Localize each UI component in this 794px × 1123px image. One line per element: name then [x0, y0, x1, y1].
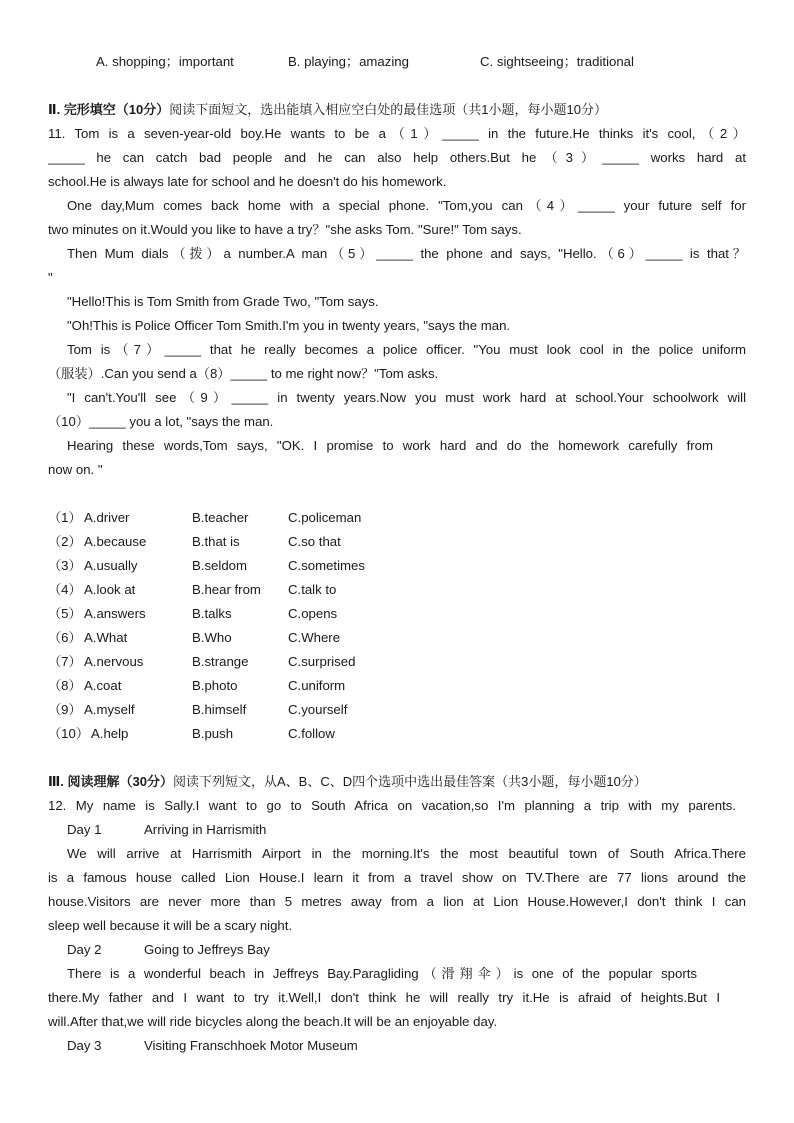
option-c: C.Where	[288, 630, 341, 645]
passage-line: We will arrive at Harrismith Airport in the morning.It's the most beautiful town of South Africa.There	[67, 846, 746, 861]
question-number: （5）	[48, 606, 82, 621]
passage-line: Tom is（7）_____ that he really becomes a police officer. "You must look cool in the police uniform	[67, 342, 746, 357]
day-title: Going to Jeffreys Bay	[144, 942, 270, 957]
option-c: C.uniform	[288, 678, 346, 693]
option-b: B.seldom	[192, 558, 247, 573]
option-c: C.yourself	[288, 702, 348, 717]
passage-line: school.He is always late for school and he doesn't do his homework.	[48, 174, 447, 189]
section-3-heading-bold: Ⅲ. 阅读理解（30分）	[48, 774, 173, 789]
option-a: A.driver	[84, 510, 130, 525]
option-b: B.hear from	[192, 582, 261, 597]
passage-line: Then Mum dials（拨）a number.A man（5）_____ the phone and says, "Hello.（6）_____ is that？	[67, 246, 746, 261]
section-3-heading-text: 阅读下列短文，从A、B、C、D四个选项中选出最佳答案（共3小题，每小题10分）	[172, 774, 647, 789]
option-a: A.myself	[84, 702, 135, 717]
option-b: B.himself	[192, 702, 247, 717]
passage-line: there.My father and I want to try it.Well,I don't think he will really try it.He is afraid of heights.But I	[48, 990, 720, 1005]
option-c: C.talk to	[288, 582, 337, 597]
passage-line: （10）_____ you a lot, "says the man.	[48, 414, 274, 429]
day-label: Day 2	[67, 942, 102, 957]
passage-line: 11. Tom is a seven-year-old boy.He wants to be a（1）_____ in the future.He thinks it's cool,（2）	[48, 126, 746, 141]
passage-line: Hearing these words,Tom says, "OK. I promise to work hard and do the homework carefully from	[67, 438, 713, 453]
question-number: （9）	[48, 702, 82, 717]
day-label: Day 3	[67, 1038, 102, 1053]
passage-line: is a famous house called Lion House.I learn it from a travel show on TV.There are 77 lions around the	[48, 870, 746, 885]
passage-line: two minutes on it.Would you like to have a try？"she asks Tom. "Sure!" Tom says.	[48, 222, 522, 237]
option-a: A.because	[84, 534, 147, 549]
option-a: A.answers	[84, 606, 146, 621]
passage-line: sleep well because it will be a scary night.	[48, 918, 293, 933]
top-option-c: C. sightseeing；traditional	[480, 54, 634, 69]
passage-line: will.After that,we will ride bicycles along the beach.It will be an enjoyable day.	[48, 1014, 498, 1029]
option-b: B.teacher	[192, 510, 249, 525]
option-c: C.policeman	[288, 510, 362, 525]
passage-line: （服装）.Can you send a（8）_____ to me right now？"Tom asks.	[48, 366, 439, 381]
question-number: （3）	[48, 558, 82, 573]
option-c: C.so that	[288, 534, 341, 549]
option-c: C.surprised	[288, 654, 356, 669]
question-number: （8）	[48, 678, 82, 693]
option-b: B.that is	[192, 534, 240, 549]
passage-line: There is a wonderful beach in Jeffreys Bay.Paragliding（滑翔伞）is one of the popular sports	[67, 966, 697, 981]
option-c: C.opens	[288, 606, 338, 621]
section-2-heading	[48, 98, 746, 122]
section-3-heading	[48, 770, 746, 794]
top-option-b: B. playing；amazing	[288, 54, 409, 69]
passage-line: _____ he can catch bad people and he can also help others.But he（3）_____ works hard at	[48, 150, 746, 165]
option-c: C.sometimes	[288, 558, 365, 573]
option-a: A.What	[84, 630, 128, 645]
passage-line: "I can't.You'll see（9）_____ in twenty years.Now you must work hard at school.Your schoolwork will	[67, 390, 746, 405]
option-a: A.nervous	[84, 654, 144, 669]
option-b: B.Who	[192, 630, 232, 645]
option-b: B.talks	[192, 606, 232, 621]
option-a: A.usually	[84, 558, 138, 573]
question-number: （1）	[48, 510, 82, 525]
passage-line: now on. "	[48, 462, 103, 477]
option-a: A.coat	[84, 678, 122, 693]
day-label: Day 1	[67, 822, 102, 837]
passage-line: "	[48, 270, 53, 285]
passage-intro: 12. My name is Sally.I want to go to South Africa on vacation,so I'm planning a trip with my parents.	[48, 798, 736, 813]
option-a: A.look at	[84, 582, 136, 597]
passage-line: "Oh!This is Police Officer Tom Smith.I'm you in twenty years, "says the man.	[67, 318, 511, 333]
day-title: Visiting Franschhoek Motor Museum	[144, 1038, 358, 1053]
question-number: （2）	[48, 534, 82, 549]
question-number: （10）	[48, 726, 90, 741]
passage-line: house.Visitors are never more than 5 metres away from a lion at Lion House.However,I don't think I can	[48, 894, 746, 909]
option-b: B.photo	[192, 678, 238, 693]
option-c: C.follow	[288, 726, 335, 741]
question-number: （6）	[48, 630, 82, 645]
section-2-heading-text: 阅读下面短文，选出能填入相应空白处的最佳选项（共1小题，每小题10分）	[169, 102, 607, 117]
option-a: A.help	[91, 726, 129, 741]
day-title: Arriving in Harrismith	[144, 822, 267, 837]
question-number: （4）	[48, 582, 82, 597]
top-option-a: A. shopping；important	[96, 54, 234, 69]
passage-line: One day,Mum comes back home with a special phone. "Tom,you can（4）_____ your future self for	[67, 198, 746, 213]
passage-line: "Hello!This is Tom Smith from Grade Two, "Tom says.	[67, 294, 379, 309]
section-2-heading-bold: Ⅱ. 完形填空（10分）	[48, 102, 170, 117]
option-b: B.push	[192, 726, 234, 741]
question-number: （7）	[48, 654, 82, 669]
option-b: B.strange	[192, 654, 249, 669]
